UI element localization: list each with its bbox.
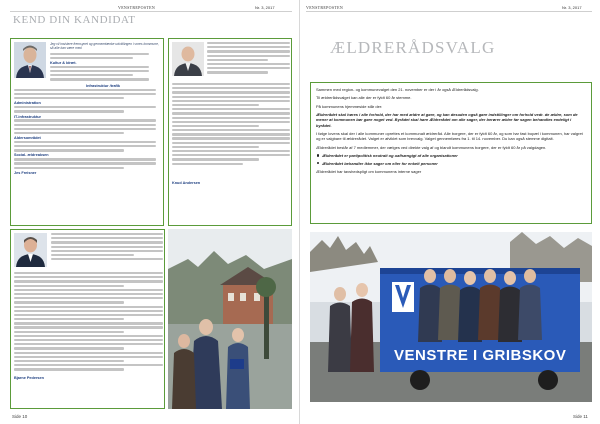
heading-infrastructure: Infrastruktur /trafik	[86, 84, 120, 88]
composition-text: Ældrerådet består af 7 medlemmer, der vælges ved direkte valg af og blandt kommunens borgere, der er fyldt 60 år på valgdagen.	[316, 144, 547, 150]
text-line	[14, 162, 156, 164]
right-page	[300, 0, 600, 424]
text-line	[14, 128, 156, 130]
text-line	[14, 110, 124, 112]
candidate-3-signature: Bjarne Pedersen	[14, 375, 44, 380]
text-line	[14, 89, 156, 91]
text-line	[14, 335, 163, 337]
text-line	[14, 276, 163, 278]
intro-text: Sammen med region- og kommunevalget den 21. november er der i år også Ældrerådsvalg.	[316, 87, 479, 92]
text-line	[51, 237, 163, 239]
candidate-box-1	[10, 38, 164, 226]
closing-text: Ældrerådet har tavshedspligt om kommunens interne sager	[316, 168, 422, 174]
text-line	[172, 121, 290, 123]
text-line	[50, 53, 149, 55]
quote-text: Ældrerådet skal høres i alle forhold, der har med ældre at gøre, og kan desuden også gøre indstillinger om forhold vedr. de ældre, som de mener at kommunen bør gøre noget ved. Byrådet skal høre Ældrerådet om alle sager, der berører ældre før sagen behandles endeligt i byrådet.	[316, 112, 578, 128]
page-number: Side 11	[573, 414, 588, 419]
text-line	[172, 104, 259, 106]
text-line	[14, 158, 156, 160]
text-line	[14, 343, 163, 345]
text-line	[207, 50, 290, 52]
text-line	[207, 55, 290, 57]
text-line	[50, 74, 133, 76]
bullet-item: Ældrerådet behandler ikke sager om eller for enkelt personer	[316, 161, 586, 166]
campaign-banner-text: VENSTRE I GRIBSKOV	[394, 347, 567, 364]
page-number: Side 10	[12, 414, 28, 419]
text-line	[172, 142, 290, 144]
masthead: VENSTREPOSTEN	[306, 5, 344, 10]
text-line	[172, 87, 290, 89]
text-line	[14, 352, 163, 354]
text-line	[14, 326, 163, 328]
candidate-portrait-1	[14, 42, 46, 78]
candidate-photo-2	[172, 42, 204, 76]
text-line	[14, 280, 163, 282]
text-line	[172, 146, 259, 148]
text-line	[172, 158, 259, 160]
text-line	[172, 91, 290, 93]
text-line	[172, 163, 243, 165]
text-line	[14, 119, 156, 121]
text-line	[14, 145, 156, 147]
header-rule	[10, 11, 292, 12]
text-line	[14, 347, 124, 349]
text-line	[51, 246, 163, 248]
campaign-scene-image	[310, 232, 592, 402]
street-scene-image	[168, 229, 292, 409]
text-line	[50, 70, 149, 72]
text-line	[207, 42, 290, 44]
text-line	[172, 125, 259, 127]
text-line	[14, 149, 124, 151]
text-line	[14, 93, 156, 95]
duties-intro: På kommunens hjemmeside står der:	[316, 103, 383, 109]
text-line	[51, 250, 163, 252]
text-line	[51, 258, 163, 260]
text-line	[14, 360, 124, 362]
issue-number: Nr. 3, 2017	[255, 5, 275, 10]
text-line	[172, 108, 290, 110]
text-line	[50, 66, 149, 68]
candidate-1-signature: Jes Freisner	[14, 170, 37, 175]
text-line	[50, 57, 133, 59]
candidate-1-lead: Jeg vil insistere fremsynet og gennemtænke udviklingen i vores kommune, så alle kan være med.	[50, 42, 159, 51]
election-text: I følge lovens skal der i alle kommuner oprettes et kommunalt ældreråd. Alle borgere, der er fyldt 60 år, og som har fast bopæl i kommunen, har valgret og er valgbare til ældrerådet. Valget er afviklet som brevvalg. Valget gennemføres fra 1. til 14. november. Du kan også stemme digitalt.	[316, 130, 583, 142]
heading-culture: Kultur & Idræt.	[50, 60, 77, 65]
candidate-portrait-2	[172, 42, 204, 76]
text-line	[14, 297, 163, 299]
heading-elderly: Aldersområdet	[14, 136, 41, 141]
candidate-photo-1	[14, 42, 46, 78]
text-line	[14, 339, 163, 341]
bullet-item: Ældrerådet er partipolitisk neutralt og uafhængigt af alle organisationer	[316, 153, 586, 158]
text-line	[172, 150, 290, 152]
street-photo	[168, 229, 292, 409]
text-line	[51, 241, 163, 243]
text-line	[172, 100, 290, 102]
candidate-box-3	[10, 229, 165, 409]
eligibility-text: Til ældrerådsvalget kan alle der er fyldt 60 år stemme.	[316, 95, 412, 101]
text-line	[51, 233, 163, 235]
text-line	[14, 272, 163, 274]
text-line	[172, 117, 290, 119]
text-line	[14, 124, 156, 126]
campaign-photo	[310, 232, 592, 402]
text-line	[207, 46, 290, 48]
issue-number: Nr. 3, 2017	[562, 5, 582, 10]
text-line	[14, 167, 124, 169]
text-line	[14, 314, 163, 316]
text-line	[172, 133, 290, 135]
text-line	[14, 301, 124, 303]
text-line	[14, 132, 124, 134]
election-info-box	[310, 82, 592, 224]
text-line	[172, 154, 290, 156]
text-line	[14, 310, 163, 312]
candidate-photo-3	[14, 233, 47, 267]
text-line	[172, 137, 290, 139]
candidate-2-signature: Knud Andersen	[172, 180, 201, 185]
text-line	[50, 78, 149, 80]
text-line	[14, 141, 156, 143]
masthead: VENSTREPOSTEN	[118, 5, 156, 10]
text-line	[207, 71, 268, 73]
candidate-portrait-3	[14, 233, 47, 267]
text-line	[14, 289, 163, 291]
text-line	[172, 96, 290, 98]
text-line	[14, 322, 163, 324]
section-title: ÆLDRERÅDSVALG	[330, 38, 496, 57]
text-line	[14, 97, 124, 99]
heading-administration: Administration	[14, 101, 41, 106]
text-line	[207, 63, 290, 65]
text-line	[14, 106, 156, 108]
candidate-box-2	[168, 38, 292, 226]
text-line	[172, 112, 290, 114]
header-rule	[306, 11, 592, 12]
text-line	[14, 331, 124, 333]
text-line	[172, 83, 290, 85]
text-line	[51, 254, 134, 256]
text-line	[14, 364, 163, 366]
section-title: KEND DIN KANDIDAT	[13, 14, 136, 26]
text-line	[207, 67, 290, 69]
text-line	[14, 285, 124, 287]
text-line	[14, 356, 163, 358]
heading-it: IT-infrastruktur	[14, 114, 42, 119]
text-line	[14, 293, 163, 295]
text-line	[14, 306, 163, 308]
text-line	[207, 59, 268, 61]
text-line	[14, 318, 124, 320]
text-line	[172, 129, 290, 131]
heading-social: Social- ældreaksen	[14, 153, 49, 158]
text-line	[14, 368, 124, 370]
